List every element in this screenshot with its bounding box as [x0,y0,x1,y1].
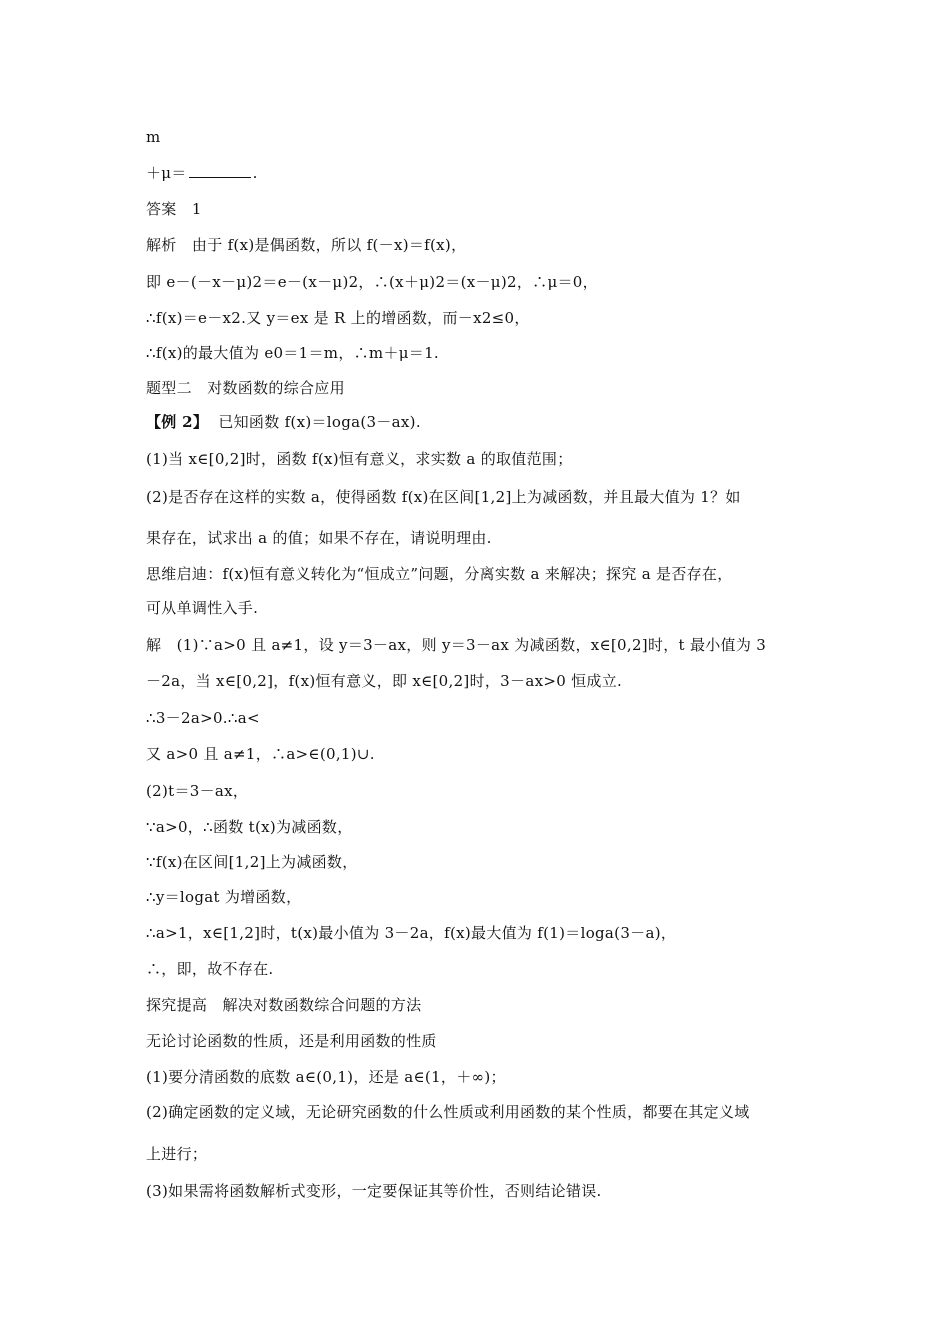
example-text: 已知函数 f(x)＝loga(3－ax). [218,413,421,431]
text-line: 解析 由于 f(x)是偶函数，所以 f(－x)＝f(x)， [146,236,467,254]
text-line: ∴y＝logat 为增函数， [146,888,302,906]
text-line: 思维启迪：f(x)恒有意义转化为“恒成立”问题，分离实数 a 来解决；探究 a 是否存在， [146,565,733,583]
text-fragment: ＋μ＝ [146,164,187,182]
text-line: (1)要分清函数的底数 a∈(0,1)，还是 a∈(1，＋∞)； [146,1068,506,1086]
text-line: 又 a>0 且 a≠1，∴a>∈(0,1)∪. [146,745,375,763]
text-line: (2)是否存在这样的实数 a，使得函数 f(x)在区间[1,2]上为减函数，并且最大值为 1？如 [146,488,741,506]
text-line: (2)t＝3－ax， [146,782,249,800]
text-line: ∵f(x)在区间[1,2]上为减函数， [146,853,358,871]
text-line: ∴，即，故不存在. [146,960,274,978]
text-line: 果存在，试求出 a 的值；如果不存在，请说明理由. [146,529,492,547]
text-line: (2)确定函数的定义域，无论研究函数的什么性质或利用函数的某个性质，都要在其定义域 [146,1103,750,1121]
text-line: 无论讨论函数的性质，还是利用函数的性质 [146,1032,437,1050]
section-heading: 探究提高 解决对数函数综合问题的方法 [146,996,422,1014]
text-line: ∴3－2a>0.∴a< [146,709,260,727]
answer-line: 答案 1 [146,200,202,218]
section-heading: 题型二 对数函数的综合应用 [146,379,345,397]
text-line: ∴f(x)＝e－x2.又 y＝ex 是 R 上的增函数，而－x2≤0， [146,309,530,327]
text-line: ∴f(x)的最大值为 e0＝1＝m，∴m＋μ＝1. [146,344,439,362]
example-line [146,412,816,432]
text-line: 解 (1)∵a>0 且 a≠1，设 y＝3－ax，则 y＝3－ax 为减函数，x∈[0,2]时，t 最小值为 3 [146,636,767,654]
fill-in-blank [189,163,251,178]
text-line: 上进行； [146,1145,208,1163]
text-line: (3)如果需将函数解析式变形，一定要保证其等价性，否则结论错误. [146,1182,602,1200]
text-line: ∵a>0，∴函数 t(x)为减函数， [146,818,353,836]
text-line: －2a，当 x∈[0,2]，f(x)恒有意义，即 x∈[0,2]时，3－ax>0 恒成立. [146,672,623,690]
text-line: m [146,128,161,146]
text-line-blank: ＋μ＝ . [146,164,258,182]
text-line: (1)当 x∈[0,2]时，函数 f(x)恒有意义，求实数 a 的取值范围； [146,450,573,468]
text-line: 可从单调性入手. [146,599,259,617]
text-line: 即 e－(－x－μ)2＝e－(x－μ)2，∴(x＋μ)2＝(x－μ)2，∴μ＝0， [146,273,598,291]
example-label: 【例 2】 [146,413,209,431]
text-line: ∴a>1，x∈[1,2]时，t(x)最小值为 3－2a，f(x)最大值为 f(1)＝loga(3－a)， [146,924,677,942]
